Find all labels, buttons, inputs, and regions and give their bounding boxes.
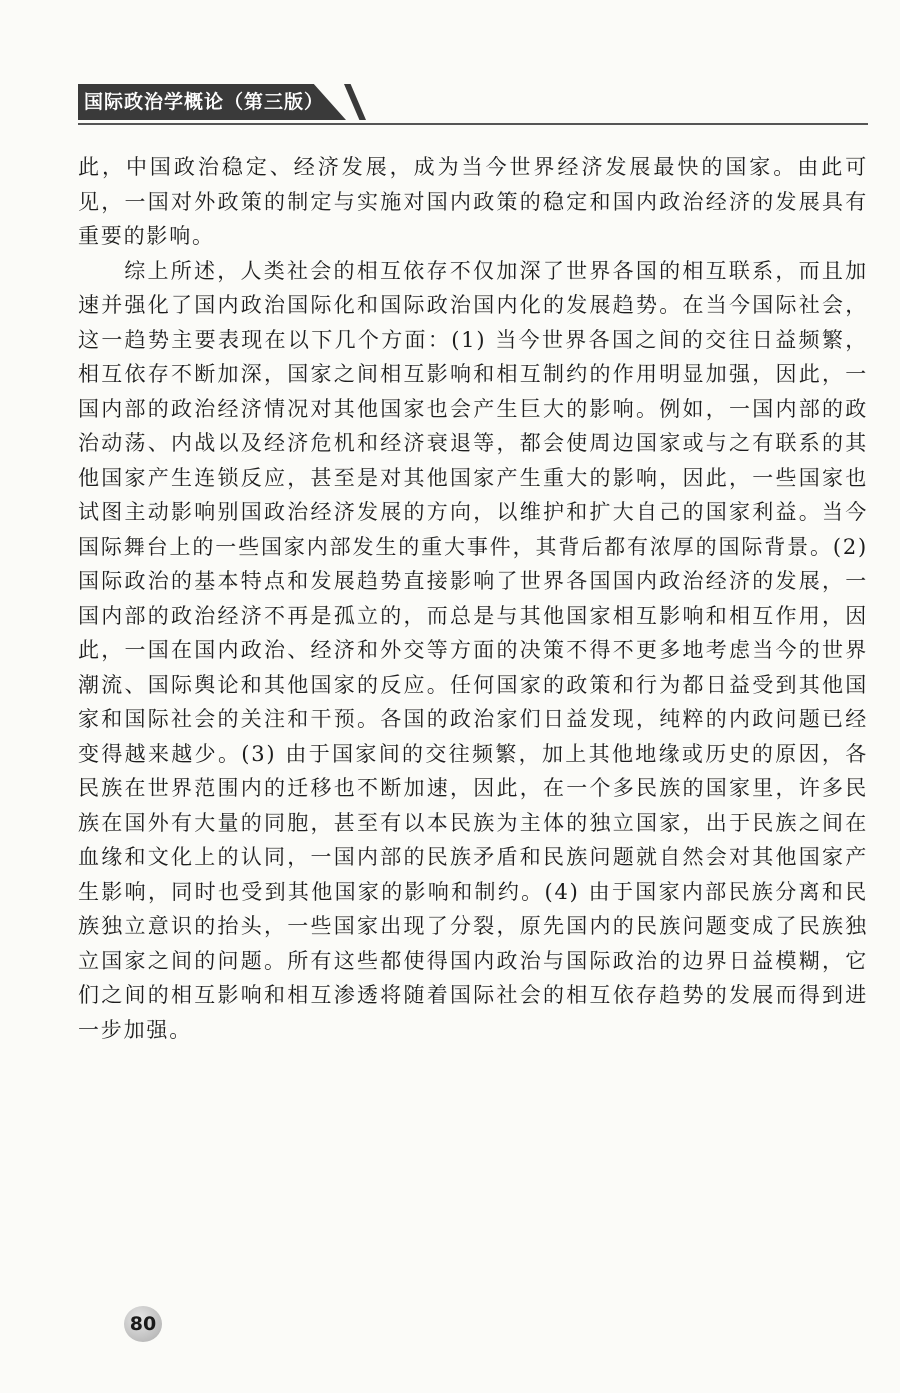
book-title: 国际政治学概论（第三版） [84,91,325,113]
header-rule [78,123,868,125]
paragraph-continuation: 此，中国政治稳定、经济发展，成为当今世界经济发展最快的国家。由此可见，一国对外政策的制定与实施对国内政策的稳定和国内政治经济的发展具有重要的影响。 [78,155,868,248]
page-number: 80 [129,1313,157,1335]
page-number-badge [118,1306,168,1346]
page-body [78,150,868,1047]
paragraph-summary: 综上所述，人类社会的相互依存不仅加深了世界各国的相互联系，而且加速并强化了国内政治国际化和国际政治国内化的发展趋势。在当今国际社会，这一趋势主要表现在以下几个方面：(1) 当今世界各国之间的交往日益频繁，相互依存不断加深，国家之间相互影响和相互制约的作用明显加强，因此，一国内部的政治经济情况对其他国家也会产生巨大的影响。例如，一国内部的政治动荡、内战以及经济危机和经济衰退等，都会使周边国家或与之有联系的其他国家产生连锁反应，甚至是对其他国家产生重大的影响，因此，一些国家也试图主动影响别国政治经济发展的方向，以维护和扩大自己的国家利益。当今国际舞台上的一些国家内部发生的重大事件，其背后都有浓厚的国际背景。(2) 国际政治的基本特点和发展趋势直接影响了世界各国国内政治经济的发展，一国内部的政治经济不再是孤立的，而总是与其他国家相互影响和相互作用，因此，一国在国内政治、经济和外交等方面的决策不得不更多地考虑当今的世界潮流、国际舆论和其他国家的反应。任何国家的政策和行为都日益受到其他国家和国际社会的关注和干预。各国的政治家们日益发现，纯粹的内政问题已经变得越来越少。(3) 由于国家间的交往频繁，加上其他地缘或历史的原因，各民族在世界范围内的迁移也不断加速，因此，在一个多民族的国家里，许多民族在国外有大量的同胞，甚至有以本民族为主体的独立国家，出于民族之间在血缘和文化上的认同，一国内部的民族矛盾和民族问题就自然会对其他国家产生影响，同时也受到其他国家的影响和制约。(4) 由于国家内部民族分离和民族独立意识的抬头，一些国家出现了分裂，原先国内的民族问题变成了民族独立国家之间的问题。所有这些都使得国内政治与国际政治的边界日益模糊，它们之间的相互影响和相互渗透将随着国际社会的相互依存趋势的发展而得到进一步加强。 [78,258,868,1042]
running-header [78,78,868,128]
